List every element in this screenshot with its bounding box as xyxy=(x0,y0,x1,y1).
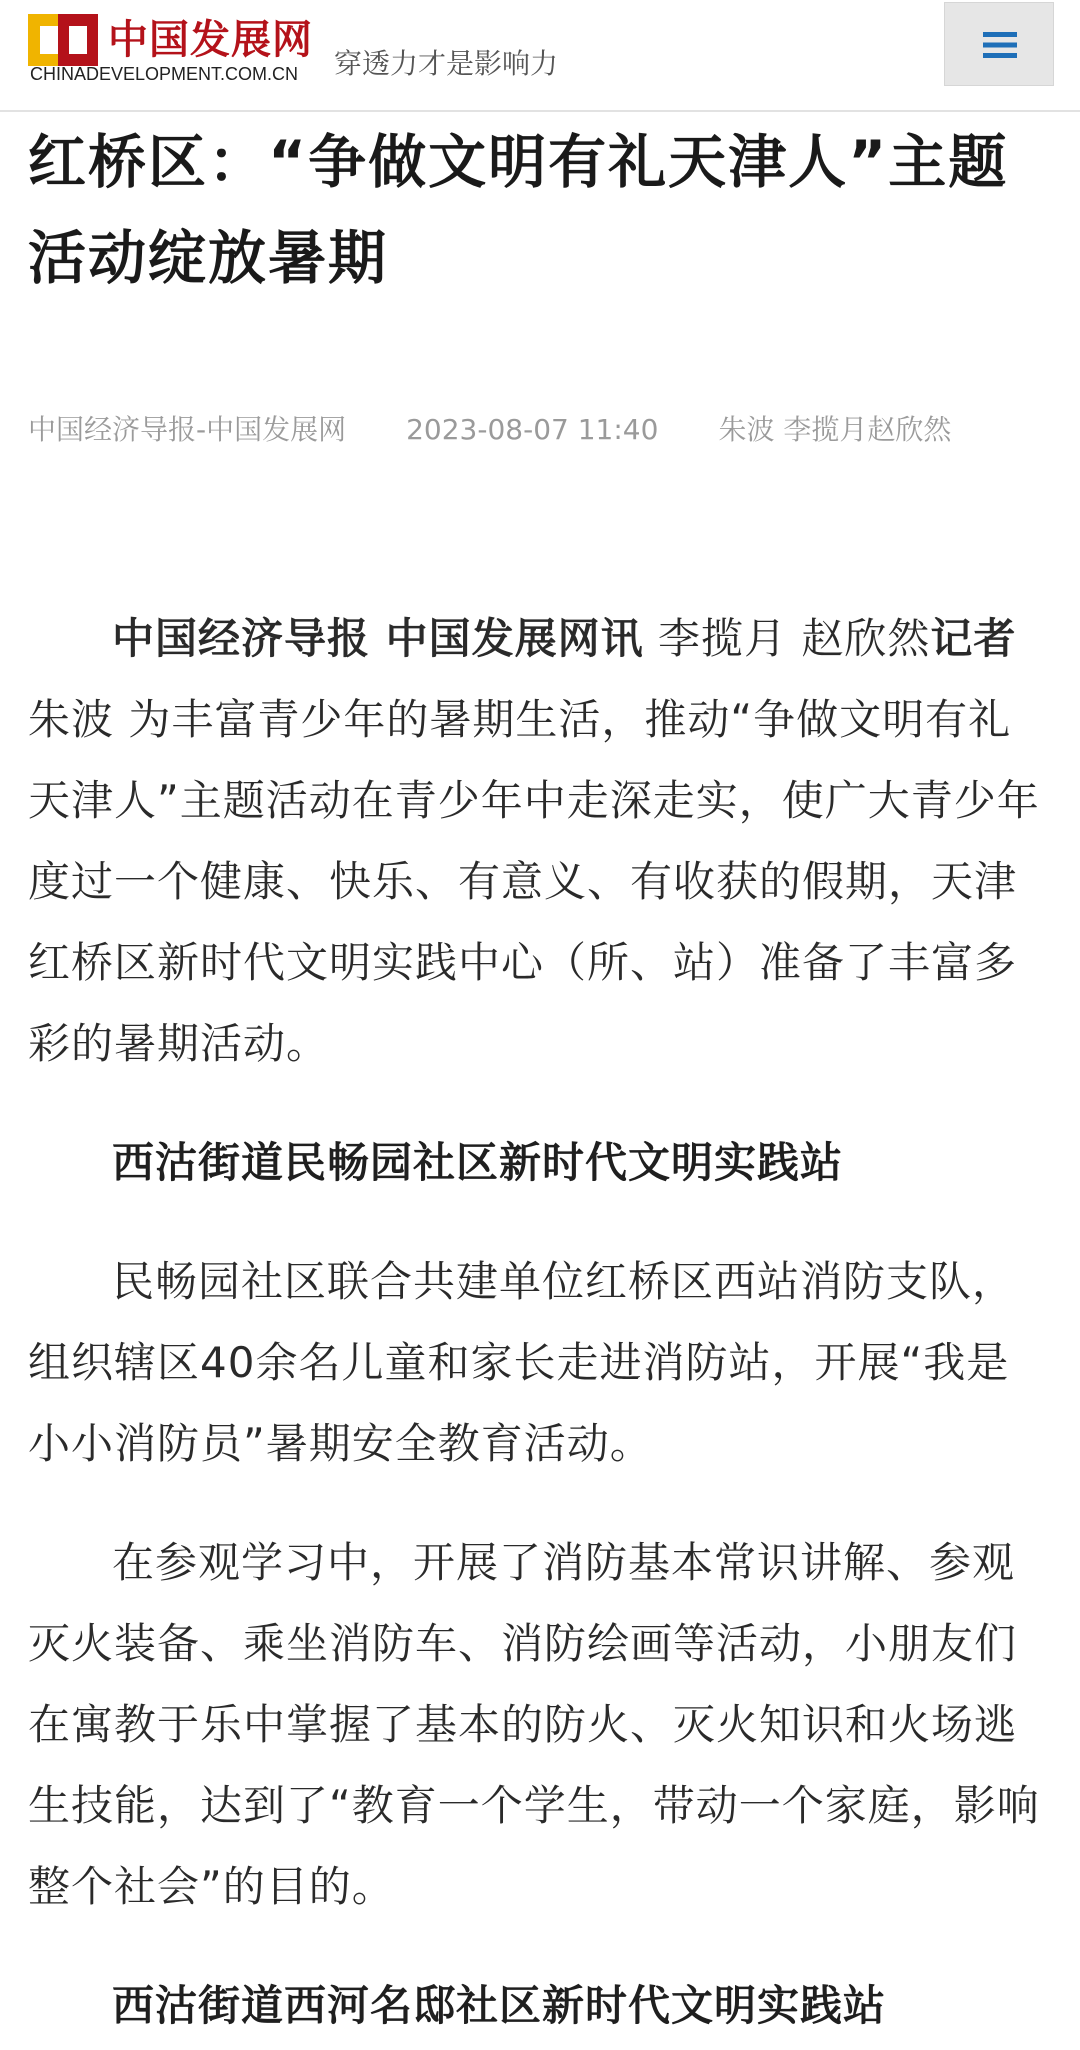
lead-byline-label: 记者 xyxy=(930,614,1017,663)
menu-button[interactable] xyxy=(944,2,1054,86)
lead-paragraph xyxy=(28,598,1048,1084)
article-body xyxy=(28,598,1048,2046)
lead-outlet: 中国经济导报 中国发展网讯 xyxy=(112,614,644,663)
section-heading: 西沽街道西河名邸社区新时代文明实践站 xyxy=(112,1981,887,2030)
article-date: 2023-08-07 11:40 xyxy=(406,413,659,446)
logo-chinese-name: 中国发展网 xyxy=(108,17,313,63)
article-title: 红桥区：“争做文明有礼天津人”主题活动绽放暑期 xyxy=(28,128,1009,292)
article-source: 中国经济导报-中国发展网 xyxy=(28,413,347,446)
body-paragraph: 民畅园社区联合共建单位红桥区西站消防支队，组织辖区40余名儿童和家长走进消防站，开展“我是小小消防员”暑期安全教育活动。 xyxy=(28,1257,1016,1468)
logo-english-name: CHINADEVELOPMENT.COM.CN xyxy=(30,64,299,84)
lead-byline-name: 朱波 xyxy=(28,695,115,744)
lead-reporters: 李揽月 赵欣然 xyxy=(657,614,931,663)
section-heading: 西沽街道民畅园社区新时代文明实践站 xyxy=(112,1138,844,1187)
article-meta xyxy=(28,413,1028,446)
article-authors: 朱波 李揽月赵欣然 xyxy=(718,413,952,446)
hamburger-menu-icon xyxy=(983,30,1017,60)
lead-text: 为丰富青少年的暑期生活，推动“争做文明有礼天津人”主题活动在青少年中走深走实，使广大青少年度过一个健康、快乐、有意义、有收获的假期，天津红桥区新时代文明实践中心（所、站）准备了丰富多彩的暑期活动。 xyxy=(28,695,1040,1068)
site-slogan: 穿透力才是影响力 xyxy=(334,47,559,80)
logo-mark-icon xyxy=(28,14,98,66)
site-logo[interactable] xyxy=(28,12,313,88)
body-paragraph: 在参观学习中，开展了消防基本常识讲解、参观灭火装备、乘坐消防车、消防绘画等活动，小朋友们在寓教于乐中掌握了基本的防火、灭火知识和火场逃生技能，达到了“教育一个学生，带动一个家庭，影响整个社会”的目的。 xyxy=(28,1538,1040,1911)
site-header xyxy=(0,0,1080,112)
